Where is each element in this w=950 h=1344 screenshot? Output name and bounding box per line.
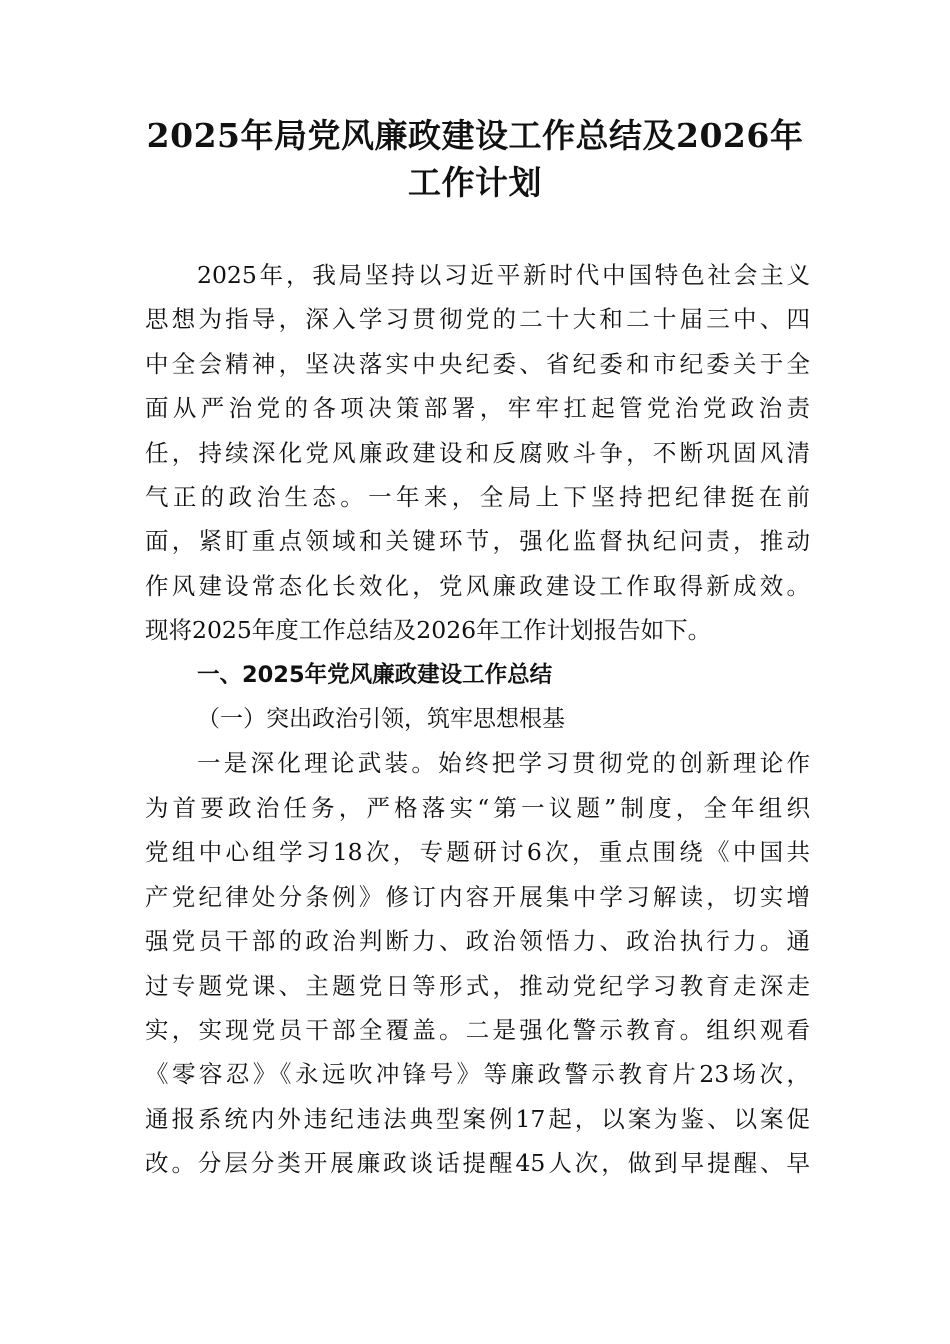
paragraph-line: 产党纪律处分条例》修订内容开展集中学习解读，切实增 — [145, 882, 810, 911]
document-title — [140, 112, 810, 206]
intro-line: 面，紧盯重点领域和关键环节，强化监督执纪问责，推动 — [145, 527, 810, 556]
paragraph-line: 改。分层分类开展廉政谈话提醒45人次，做到早提醒、早 — [145, 1149, 810, 1178]
section-heading: 一、2025年党风廉政建设工作总结 — [197, 661, 553, 688]
paragraph-line: 一是深化理论武装。始终把学习贯彻党的创新理论作 — [197, 749, 810, 778]
paragraph-line: 党组中心组学习18次，专题研讨6次，重点围绕《中国共 — [145, 838, 810, 867]
subsection-heading: （一）突出政治引领，筑牢思想根基 — [197, 706, 565, 733]
intro-line: 思想为指导，深入学习贯彻党的二十大和二十届三中、四 — [145, 305, 810, 334]
intro-line: 2025年，我局坚持以习近平新时代中国特色社会主义 — [197, 261, 810, 289]
intro-line: 中全会精神，坚决落实中央纪委、省纪委和市纪委关于全 — [145, 349, 810, 378]
paragraph-line: 通报系统内外违纪违法典型案例17起，以案为鉴、以案促 — [145, 1104, 810, 1133]
title-line-1: 2025年局党风廉政建设工作总结及2026年 — [146, 116, 804, 155]
intro-line: 作风建设常态化长效化，党风廉政建设工作取得新成效。 — [145, 571, 810, 600]
intro-line: 气正的政治生态。一年来，全局上下坚持把纪律挺在前 — [145, 483, 810, 512]
intro-line: 任，持续深化党风廉政建设和反腐败斗争，不断巩固风清 — [145, 438, 810, 467]
paragraph-line: 过专题党课、主题党日等形式，推动党纪学习教育走深走 — [145, 971, 810, 1000]
paragraph-line: 《零容忍》《永远吹冲锋号》等廉政警示教育片23场次， — [145, 1060, 810, 1089]
intro-line: 面从严治党的各项决策部署，牢牢扛起管党治党政治责 — [145, 394, 810, 423]
title-line-2: 工作计划 — [408, 163, 542, 202]
document-body — [145, 253, 810, 1186]
intro-line: 现将2025年度工作总结及2026年工作计划报告如下。 — [145, 616, 712, 645]
paragraph-line: 实，实现党员干部全覆盖。二是强化警示教育。组织观看 — [145, 1015, 810, 1044]
paragraph-line: 强党员干部的政治判断力、政治领悟力、政治执行力。通 — [145, 927, 810, 956]
paragraph-line: 为首要政治任务，严格落实“第一议题”制度，全年组织 — [145, 793, 810, 822]
